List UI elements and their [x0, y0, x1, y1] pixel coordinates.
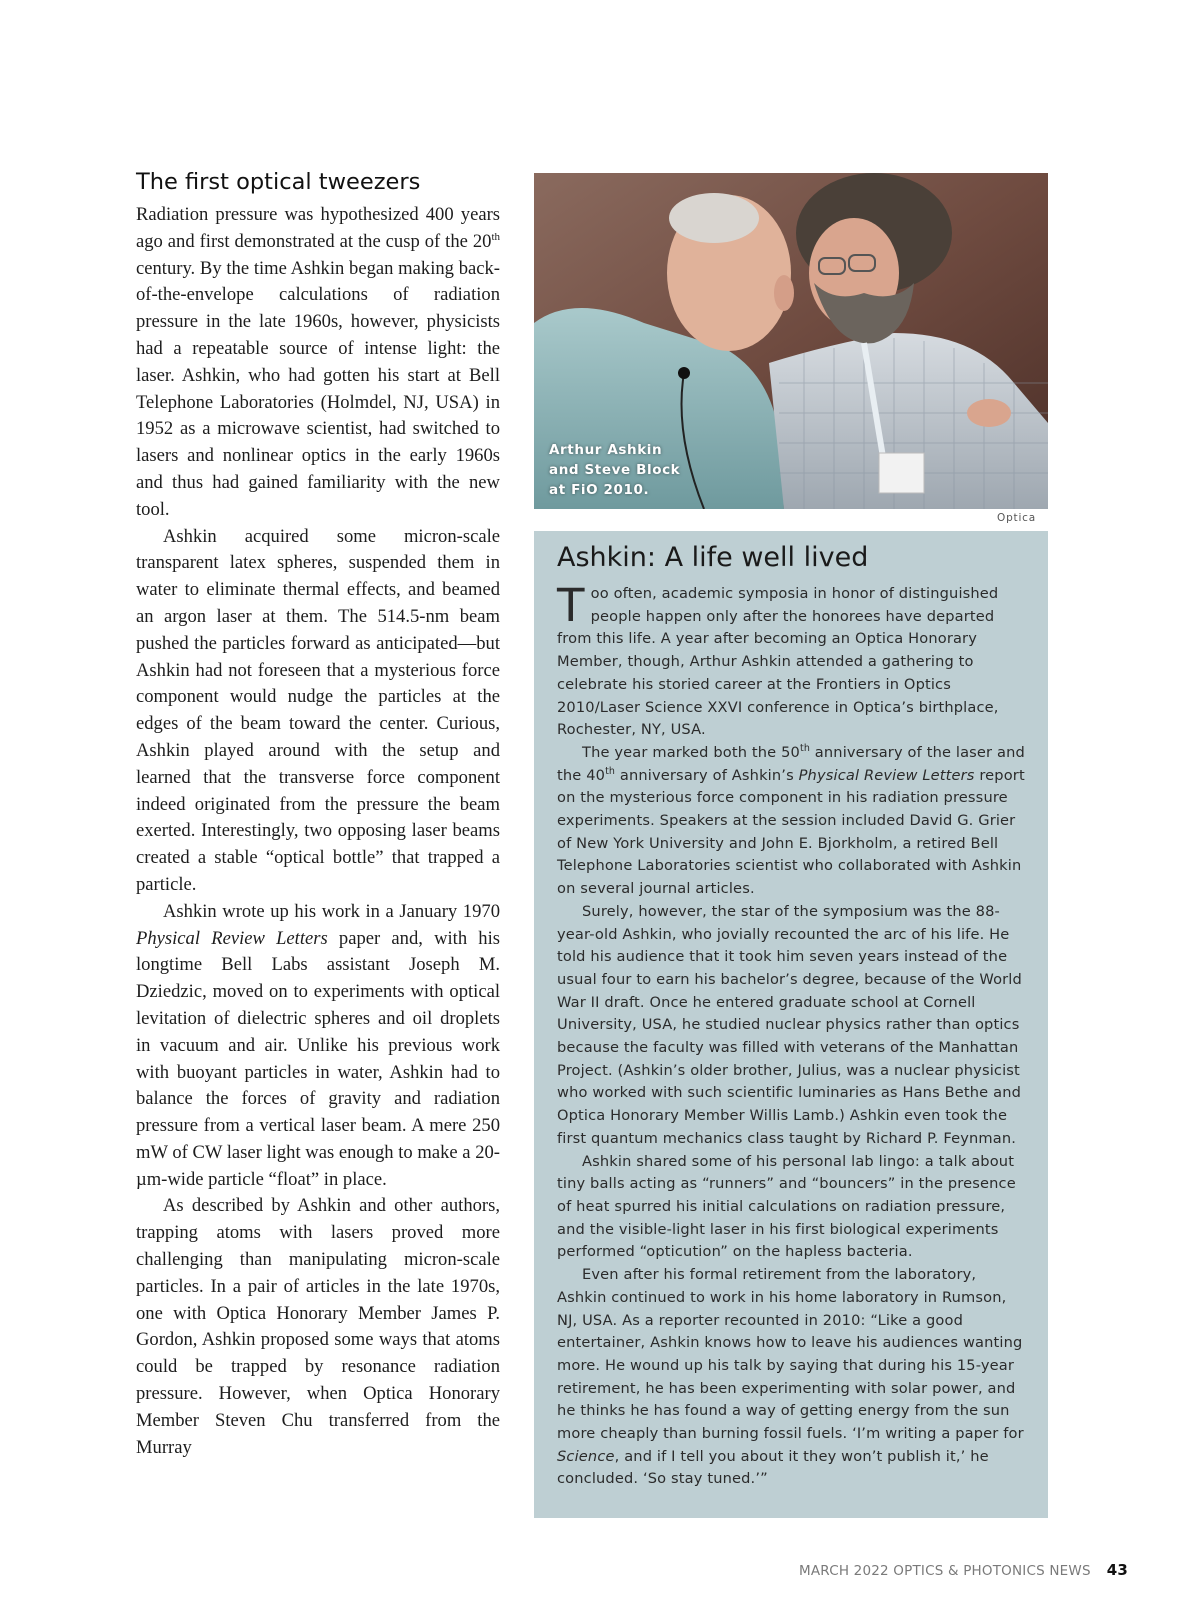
page-footer	[799, 1561, 1128, 1579]
sidebar-paragraph-4: Ashkin shared some of his personal lab lingo: a talk about tiny balls acting as “runners” and “bouncers” in the presence of heat spurred his initial calculations on radiation pressure, and the visible-light laser in his first biological experiments performed “opticution” on the hapless bacteria.	[557, 1152, 1016, 1261]
sidebar-paragraph-2: The year marked both the 50th anniversary of the laser and the 40th anniversary of Ashkin’s Physical Review Letters report on the mysterious force component in his radiation pressure experiments. Speakers at the session included David G. Grier of New York University and John E. Bjorkholm, a retired Bell Telephone Laboratories scientist who collaborated with Ashkin on several journal articles.	[557, 743, 1025, 898]
photo-credit-strip	[534, 509, 1048, 531]
article-paragraph-4: As described by Ashkin and other authors, trapping atoms with lasers proved more challenging than manipulating micron-scale particles. In a pair of articles in the late 1970s, one with Optica Honorary Member James P. Gordon, Ashkin proposed some ways that atoms could be trapped by resonance radiation pressure. However, when Optica Honorary Member Steven Chu transferred from the Murray	[136, 1195, 500, 1458]
article-paragraph-3: Ashkin wrote up his work in a January 1970 Physical Review Letters paper and, with his longtime Bell Labs assistant Joseph M. Dziedzic, moved on to experiments with optical levitation of dielectric spheres and oil droplets in vacuum and air. Unlike his previous work with buoyant particles in water, Ashkin had to balance the forces of gravity and radiation pressure from a vertical laser beam. A mere 250 mW of CW laser light was enough to make a 20-µm-wide particle “float” in place.	[136, 900, 501, 1190]
main-article-column	[136, 168, 500, 1461]
photo-ashkin-block	[534, 173, 1048, 509]
article-paragraph-1: Radiation pressure was hypothesized 400 years ago and first demonstrated at the cusp of the 20th century. By the time Ashkin began making back-of-the-envelope calculations of radiation pressure in the late 1960s, however, physicists had a repeatable source of intense light: the laser. Ashkin, who had gotten his start at Bell Telephone Laboratories (Holmdel, NJ, USA) in 1952 as a microwave scientist, had switched to lasers and nonlinear optics in the early 1960s and thus had gained familiarity with the new tool.	[136, 204, 500, 520]
sidebar-paragraph-5: Even after his formal retirement from the laboratory, Ashkin continued to work in his home laboratory in Rumson, NJ, USA. As a reporter recounted in 2010: “Like a good entertainer, Ashkin knows how to leave his audiences wanting more. He wound up his talk by saying that during his 15-year retirement, he has been experimenting with solar power, and he thinks he has found a way of getting energy from the sun more cheaply than burning fossil fuels. ‘I’m writing a paper for Science, and if I tell you about it they won’t publish it,’ he concluded. ‘So stay tuned.’”	[557, 1266, 1024, 1488]
page-number: 43	[1106, 1561, 1128, 1579]
sidebar-paragraph-3: Surely, however, the star of the symposium was the 88-year-old Ashkin, who jovially recounted the arc of his life. He told his audience that it took him seven years instead of the usual four to earn his bachelor’s degree, because of the World War II draft. Once he entered graduate school at Cornell University, USA, he studied nuclear physics rather than optics because the faculty was filled with veterans of the Manhattan Project. (Ashkin’s older brother, Julius, was a nuclear physicist who worked with such scientific luminaries as Hans Bethe and Optica Honorary Member Willis Lamb.) Ashkin even took the first quantum mechanics class taught by Richard P. Feynman.	[557, 902, 1022, 1147]
sidebar-heading: Ashkin: A life well lived	[557, 542, 869, 573]
issue-line: MARCH 2022 OPTICS & PHOTONICS NEWS	[799, 1563, 1091, 1579]
drop-cap: T	[557, 579, 585, 632]
article-paragraph-2: Ashkin acquired some micron-scale transparent latex spheres, suspended them in water to eliminate thermal effects, and beamed an argon laser at them. The 514.5-nm beam pushed the particles forward as anticipated—but Ashkin had not foreseen that a mysterious force component would nudge the particles at the edges of the beam toward the center. Curious, Ashkin played around with the setup and learned that the transverse force component indeed originated from the pressure the beam exerted. Interestingly, two opposing laser beams created a stable “optical bottle” that trapped a particle.	[136, 525, 500, 895]
sidebar-box	[534, 173, 1048, 1518]
photo-caption: Arthur Ashkin and Steve Block at FiO 2010.	[549, 442, 681, 498]
sidebar-article	[557, 541, 1029, 1491]
sidebar-paragraph-1: Too often, academic symposia in honor of distinguished people happen only after the honorees have departed from this life. A year after becoming an Optica Honorary Member, though, Arthur Ashkin attended a gathering to celebrate his storied career at the Frontiers in Optics 2010/Laser Science XXVI conference in Optica’s birthplace, Rochester, NY, USA.	[557, 579, 999, 739]
section-heading: The first optical tweezers	[136, 169, 421, 195]
photo-credit: Optica	[997, 512, 1036, 524]
